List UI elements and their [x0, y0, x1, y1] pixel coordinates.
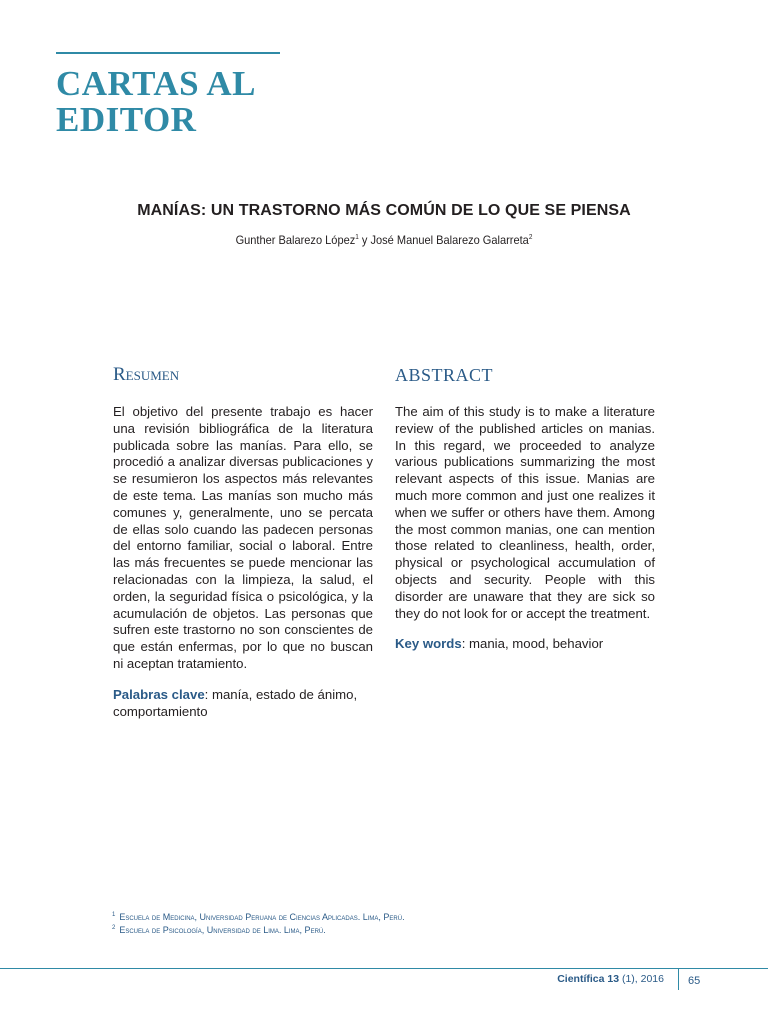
footnote-2-text: Escuela de Psicología, Universidad de Lima. Lima, Perú.: [119, 925, 326, 935]
author-1-affiliation: 1: [355, 234, 359, 241]
resumen-keywords-list: : manía, estado de ánimo, comportamiento: [113, 686, 358, 719]
top-accent-rule: [56, 52, 280, 54]
abstract-body: The aim of this study is to make a literature review of the published articles on manias. In this regard, we proceeded to analyze various publications summarizing the most relevant aspects of this issue. Manias are much more common and just one realizes it when we suffer or others have them. Among the most common manias, one can mention those related to cleanliness, health, order, physical or psychological accumulation of objects and security. People with this disorder are unaware that they are sick so they do not look for or accept the treatment.: [395, 404, 655, 621]
author-connector: y: [358, 233, 371, 247]
author-2: José Manuel Balarezo Galarreta: [370, 233, 529, 247]
section-title-line-2: EDITOR: [56, 100, 197, 139]
resumen-heading: Resumen: [113, 364, 180, 385]
page-number: 65: [688, 975, 701, 987]
section-title: [56, 66, 256, 138]
section-title-line-1: CARTAS AL: [56, 64, 257, 103]
abstract-heading: ABSTRACT: [395, 365, 494, 385]
resumen-keywords: [113, 687, 373, 721]
author-1: Gunther Balarezo López: [235, 233, 356, 247]
resumen-body: El objetivo del presente trabajo es hacer una revisión bibliográfica de la literatura publicada sobre las manías. Para ello, se procedió a analizar diversas publicaciones y se resumieron los aspectos más relevantes de este tema. Las manías son mucho más comunes y, generalmente, uno se percata de ellas solo cuando las padecen personas del entorno familiar, social o laboral. Entre las más frecuentes se puede mencionar las relacionadas con la limpieza, la salud, el orden, la seguridad física o psicológica, y la acumulación de objetos. Las personas que sufren este trastorno no son conscientes de que están enfermas, por lo que no buscan ni aceptan tratamiento.: [113, 404, 373, 671]
abstract-keywords-label: Key words: [395, 636, 462, 652]
footer-rule: [0, 968, 768, 969]
author-2-affiliation: 2: [528, 234, 533, 241]
footnote-2-number: 2: [112, 925, 116, 931]
footnote-1: [112, 910, 405, 923]
page-number-divider: [678, 968, 679, 990]
abstract-keywords: [395, 636, 655, 653]
journal-reference: [520, 973, 664, 985]
footnote-2: [112, 923, 405, 936]
author-line: [31, 233, 738, 247]
footnotes: [112, 910, 405, 936]
resumen-keywords-label: Palabras clave: [113, 686, 205, 702]
footnote-1-text: Escuela de Medicina, Universidad Peruana de Ciencias Aplicadas. Lima, Perú.: [119, 912, 405, 922]
resumen-column: [113, 364, 373, 720]
abstract-keywords-list: : mania, mood, behavior: [461, 636, 604, 652]
journal-issue: (1), 2016: [619, 973, 664, 985]
abstract-column: [395, 364, 655, 653]
journal-name: Científica 13: [557, 973, 620, 985]
footnote-1-number: 1: [112, 912, 116, 918]
article-title: MANÍAS: UN TRASTORNO MÁS COMÚN DE LO QUE SE PIENSA: [137, 202, 631, 219]
